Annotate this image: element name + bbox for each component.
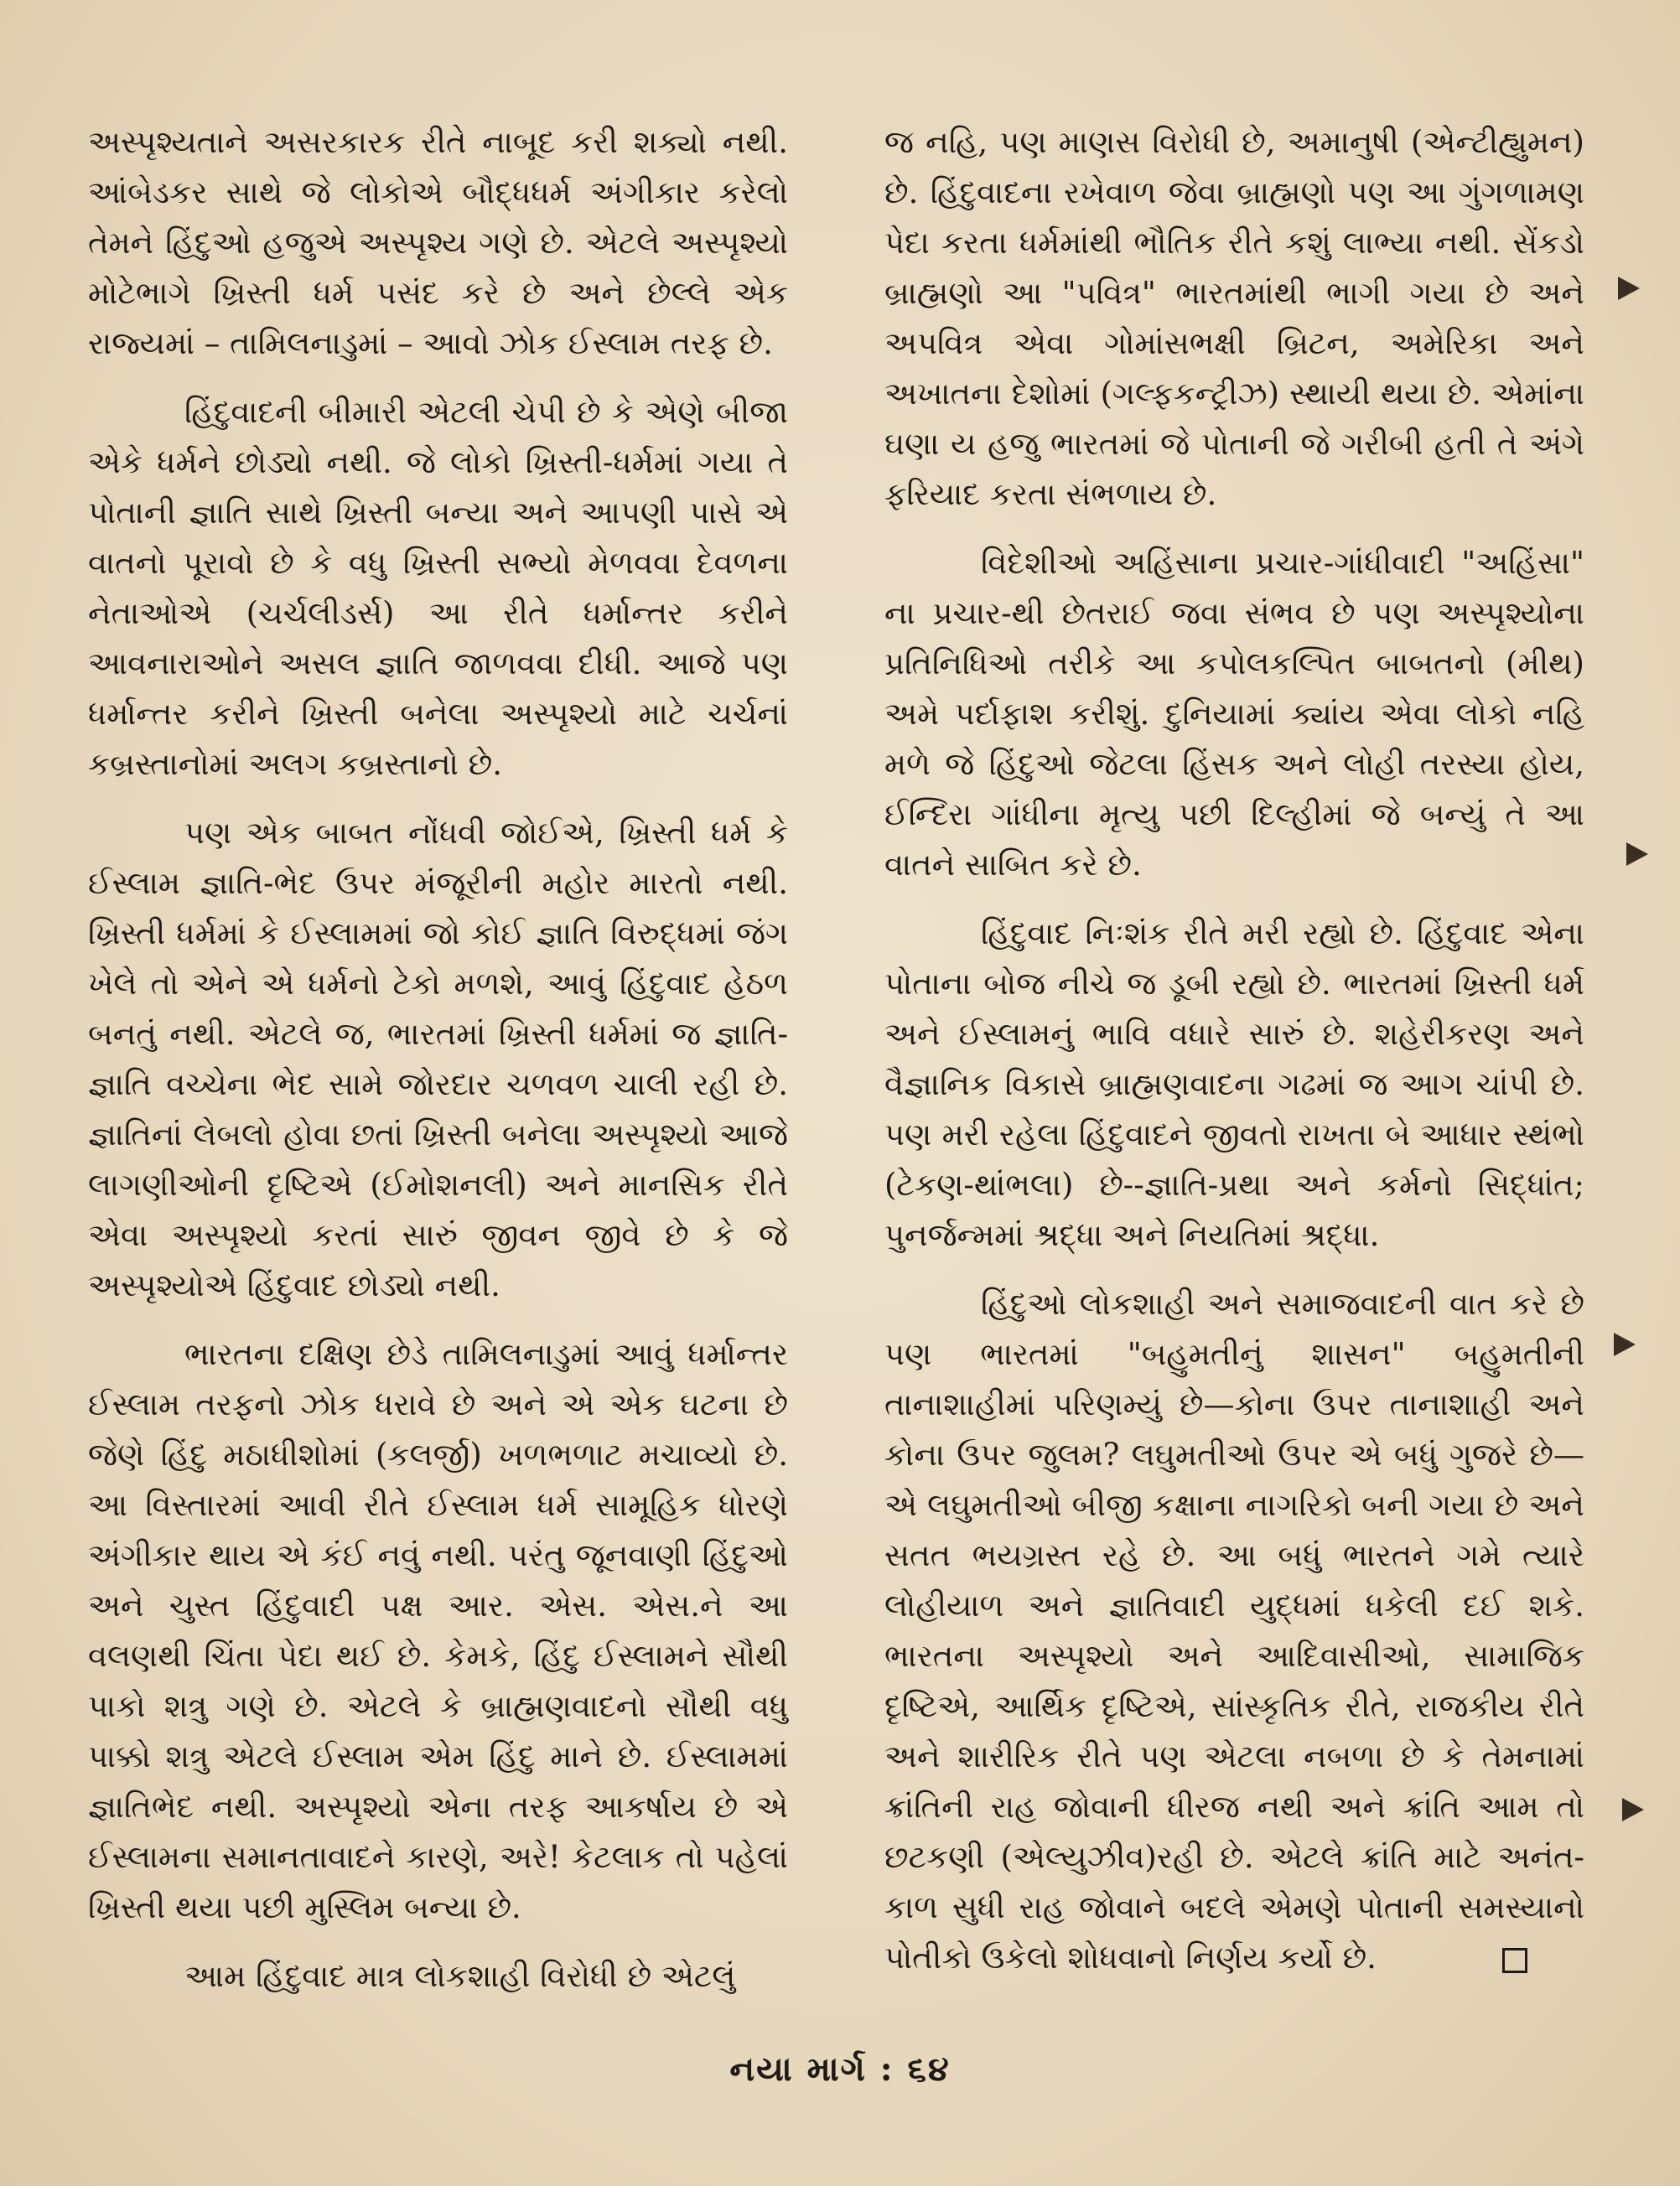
- end-of-article-box-icon: [1502, 1948, 1527, 1973]
- paragraph: પણ એક બાબત નોંધવી જોઈએ, ખ્રિસ્તી ધર્મ કે ઈસ્લામ જ્ઞાતિ-ભેદ ઉપર મંજૂરીની મહોર મારતો નથી. ખ્રિસ્તી ધર્મમાં કે ઈસ્લામમાં જો કોઈ જ્ઞાતિ વિરુદ્ધમાં જંગ ખેલે તો એને એ ધર્મનો ટેકો મળશે, આવું હિંદુવાદ હેઠળ બનતું નથી. એટલે જ, ભારતમાં ખ્રિસ્તી ધર્મમાં જ જ્ઞાતિ-જ્ઞાતિ વચ્ચેના ભેદ સામે જોરદાર ચળવળ ચાલી રહી છે. જ્ઞાતિનાં લેબલો હોવા છતાં ખ્રિસ્તી બનેલા અસ્પૃશ્યો આજે લાગણીઓની દૃષ્ટિએ (ઈમોશનલી) અને માનસિક રીતે એવા અસ્પૃશ્યો કરતાં સારું જીવન જીવે છે કે જે અસ્પૃશ્યોએ હિંદુવાદ છોડ્યો નથી.: [88, 815, 788, 1303]
- paragraph: અસ્પૃશ્યતાને અસરકારક રીતે નાબૂદ કરી શક્યો નથી. આંબેડકર સાથે જે લોકોએ બૌદ્ધધર્મ અંગીકાર કરેલો તેમને હિંદુઓ હજુએ અસ્પૃશ્ય ગણે છે. એટલે અસ્પૃશ્યો મોટેભાગે ખ્રિસ્તી ધર્મ પસંદ કરે છે અને છેલ્લે એક રાજ્યમાં – તામિલનાડુમાં – આવો ઝોક ઈસ્લામ તરફ છે.: [88, 124, 788, 361]
- paragraph: હિંદુવાદની બીમારી એટલી ચેપી છે કે એણે બીજા એકે ધર્મને છોડ્યો નથી. જે લોકો ખ્રિસ્તી-ધર્મમાં ગયા તે પોતાની જ્ઞાતિ સાથે ખ્રિસ્તી બન્યા અને આપણી પાસે એ વાતનો પૂરાવો છે કે વધુ ખ્રિસ્તી સભ્યો મેળવવા દેવળના નેતાઓએ (ચર્ચલીડર્સ) આ રીતે ધર્માન્તર કરીને આવનારાઓને અસલ જ્ઞાતિ જાળવવા દીધી. આજે પણ ધર્માન્તર કરીને ખ્રિસ્તી બનેલા અસ્પૃશ્યો માટે ચર્ચનાં કબ્રસ્તાનોમાં અલગ કબ્રસ્તાનો છે.: [88, 394, 788, 782]
- left-text-column: [88, 117, 788, 2020]
- paper-tear-mark-icon: [1618, 277, 1640, 300]
- paragraph: ભારતના દક્ષિણ છેડે તામિલનાડુમાં આવું ધર્માન્તર ઈસ્લામ તરફનો ઝોક ધરાવે છે અને એ એક ઘટના છે જેણે હિંદુ મઠાધીશોમાં (કલર્જી) ખળભળાટ મચાવ્યો છે. આ વિસ્તારમાં આવી રીતે ઈસ્લામ ધર્મ સામૂહિક ધોરણે અંગીકાર થાય એ કંઈ નવું નથી. પરંતુ જૂનવાણી હિંદુઓ અને ચુસ્ત હિંદુવાદી પક્ષ આર. એસ. એસ.ને આ વલણથી ચિંતા પેદા થઈ છે. કેમકે, હિંદુ ઈસ્લામને સૌથી પાકો શત્રુ ગણે છે. એટલે કે બ્રાહ્મણવાદનો સૌથી વધુ પાક્કો શત્રુ એટલે ઈસ્લામ એમ હિંદુ માને છે. ઈસ્લામમાં જ્ઞાતિભેદ નથી. અસ્પૃશ્યો એના તરફ આકર્ષાય છે એ ઈસ્લામના સમાનતાવાદને કારણે, અરે! કેટલાક તો પહેલાં ખ્રિસ્તી થયા પછી મુસ્લિમ બન્યા છે.: [88, 1336, 788, 1925]
- paragraph-text: હિંદુઓ લોકશાહી અને સમાજવાદની વાત કરે છે પણ ભારતમાં "બહુમતીનું શાસન" બહુમતીની તાનાશાહીમાં પરિણમ્યું છે—કોના ઉપર તાનાશાહી અને કોના ઉપર જુલમ? લઘુમતીઓ ઉપર એ બધું ગુજરે છે—એ લઘુમતીઓ બીજી કક્ષાના નાગરિકો બની ગયા છે અને સતત ભયગ્રસ્ત રહે છે. આ બધું ભારતને ગમે ત્યારે લોહીયાળ અને જ્ઞાતિવાદી યુદ્ધમાં ધકેલી દઈ શકે. ભારતના અસ્પૃશ્યો અને આદિવાસીઓ, સામાજિક દૃષ્ટિએ, આર્થિક દૃષ્ટિએ, સાંસ્કૃતિક રીતે, રાજકીય રીતે અને શારીરિક રીતે પણ એટલા નબળા છે કે તેમનામાં ક્રાંતિની રાહ જોવાની ધીરજ નથી અને ક્રાંતિ આમ તો છટકણી (એલ્યુઝીવ)રહી છે. એટલે ક્રાંતિ માટે અનંત-કાળ સુધી રાહ જોવાને બદલે એમણે પોતાની સમસ્યાનો પોતીકો ઉકેલો શોધવાનો નિર્ણય કર્યો છે.: [884, 1286, 1584, 1976]
- right-text-column: [884, 117, 1584, 2002]
- paragraph: વિદેશીઓ અહિંસાના પ્રચાર-ગાંધીવાદી "અહિંસા" ના પ્રચાર-થી છેતરાઈ જવા સંભવ છે પણ અસ્પૃશ્યોના પ્રતિનિધિઓ તરીકે આ કપોલકલ્પિત બાબતનો (મીથ) અમે પર્દાફાશ કરીશું. દુનિયામાં ક્યાંય એવા લોકો નહિ મળે જે હિંદુઓ જેટલા હિંસક અને લોહી તરસ્યા હોય, ઈન્દિરા ગાંધીના મૃત્યુ પછી દિલ્હીમાં જે બન્યું તે આ વાતને સાબિત કરે છે.: [884, 545, 1584, 883]
- paragraph: જ નહિ, પણ માણસ વિરોધી છે, અમાનુષી (એન્ટીહ્યુમન) છે. હિંદુવાદના રખેવાળ જેવા બ્રાહ્મણો પણ આ ગુંગળામણ પેદા કરતા ધર્મમાંથી ભૌતિક રીતે કશું લાભ્યા નથી. સેંકડો બ્રાહ્મણો આ "પવિત્ર" ભારતમાંથી ભાગી ગયા છે અને અપવિત્ર એવા ગોમાંસભક્ષી બ્રિટન, અમેરિકા અને અખાતના દેશોમાં (ગલ્ફકન્ટ્રીઝ) સ્થાયી થયા છે. એમાંના ઘણા ય હજુ ભારતમાં જે પોતાની જે ગરીબી હતી તે અંગે ફરિયાદ કરતા સંભળાય છે.: [884, 124, 1584, 512]
- paragraph: આમ હિંદુવાદ માત્ર લોકશાહી વિરોધી છે એટલું: [184, 1958, 736, 1994]
- paragraph: [884, 1279, 1584, 1983]
- paper-tear-mark-icon: [1626, 842, 1648, 866]
- paper-tear-mark-icon: [1614, 1333, 1636, 1356]
- page-footer: નયા માર્ગ : ૬૪: [729, 2049, 951, 2089]
- paragraph: હિંદુવાદ નિઃશંક રીતે મરી રહ્યો છે. હિંદુવાદ એના પોતાના બોજ નીચે જ ડૂબી રહ્યો છે. ભારતમાં ખ્રિસ્તી ધર્મ અને ઈસ્લામનું ભાવિ વધારે સારું છે. શહેરીકરણ અને વૈજ્ઞાનિક વિકાસે બ્રાહ્મણવાદના ગઢમાં જ આગ ચાંપી છે. પણ મરી રહેલા હિંદુવાદને જીવતો રાખતા બે આધાર સ્થંભો (ટેકણ-થાંભલા) છે--જ્ઞાતિ-પ્રથા અને કર્મનો સિદ્ધાંત; પુનર્જન્મમાં શ્રદ્ધા અને નિયતિમાં શ્રદ્ધા.: [884, 915, 1584, 1253]
- paper-tear-mark-icon: [1622, 1798, 1644, 1821]
